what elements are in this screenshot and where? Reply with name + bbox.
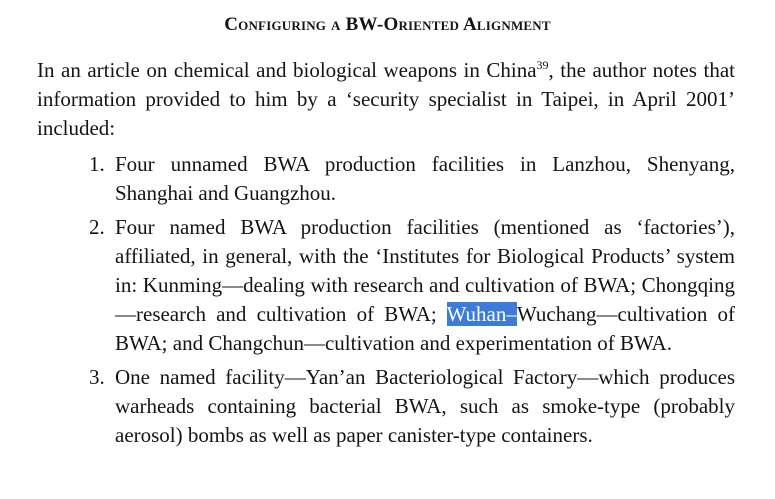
section-heading: Configuring a BW-Oriented Alignment	[224, 14, 551, 35]
list-item	[0, 213, 735, 358]
footnote-marker[interactable]: 39	[536, 58, 549, 72]
list-item	[0, 150, 735, 208]
intro-text-part2: , the author notes that information provided to him by a ‘security specialist in Taipei, in April 2001’ included:	[37, 58, 735, 140]
list-item	[0, 363, 735, 450]
list-number: 3.	[89, 365, 105, 389]
list-item-text-continued: Wuchang—cultivation of BWA; and Changchun—cultivation and experimentation of BWA.	[115, 302, 735, 355]
list-item-text: One named facility—Yan’an Bacteriological Factory—which produces warheads containing bacterial BWA, such as smoke-type (probably aerosol) bombs as well as paper canister-type containers.	[115, 365, 735, 447]
list-item-text: Four named BWA production facilities (mentioned as ‘factories’), affiliated, in general, with the ‘Institutes for Biological Products’ system in: Kunming—dealing with research and cultivation of BWA; Chongqing—research and cultivation of BWA;	[115, 215, 735, 326]
list-number: 1.	[89, 152, 105, 176]
list-item-text: Four unnamed BWA production facilities in Lanzhou, Shenyang, Shanghai and Guangzhou.	[115, 152, 735, 205]
list-number: 2.	[89, 215, 105, 239]
facility-list	[0, 150, 775, 455]
selected-text-highlight[interactable]: Wuhan–	[446, 302, 517, 326]
intro-text-part1: In an article on chemical and biological weapons in China	[37, 58, 537, 82]
intro-paragraph	[37, 56, 735, 143]
